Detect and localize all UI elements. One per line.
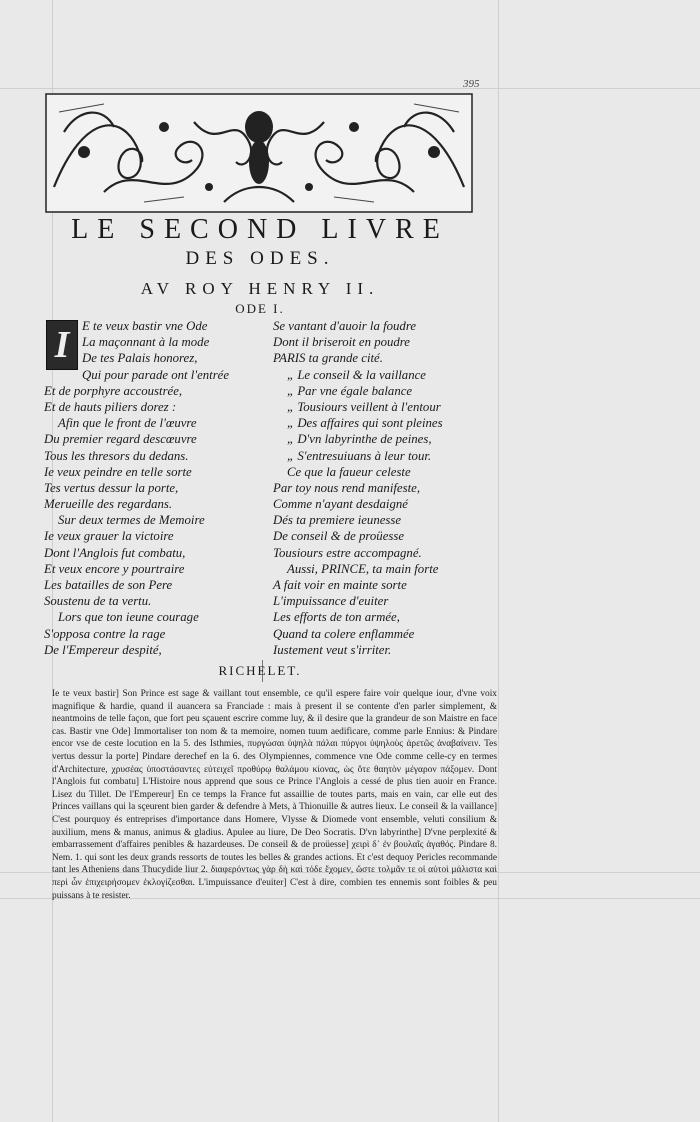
poem-line: Ce que la faueur celeste bbox=[287, 464, 411, 479]
dedication: AV ROY HENRY II. bbox=[140, 279, 380, 298]
ornamental-headpiece bbox=[44, 92, 474, 214]
book-subtitle: DES ODES. bbox=[185, 248, 335, 269]
poem-line: Iustement veut s'irriter. bbox=[273, 642, 392, 657]
poem-line: Et veux encore y pourtraire bbox=[44, 561, 185, 576]
poem-line: „ Tousiours veillent à l'entour bbox=[287, 399, 441, 414]
poem-line: Soustenu de ta vertu. bbox=[44, 594, 152, 609]
commentary-paragraph: Ie te veux bastir] Son Prince est sage & vaillant tout ensemble, ce qu'il espere faire voir quelque iour, d'vne voix magnifique & hardie, quand il auancera sa Franciade : mais à present il se contente d'en parler simplement, & neantmoins de telle façon, que fort peu sçauent escrire comme luy, & il desire que la grandeur de son Maistre en face cas. Bastir vne Ode] Immortaliser ton nom & ta memoire, nomen tuum aedificare, comme parle Ennius: & Pindare encor vse de ceste locution en la 5. des Isthmies, πυργώσαι ὑψηλὰ πάλαι πύργοι ὑψηλοὺς ἀρετῶς ἀναβαίνειν. Tes vertus dessur la porte] Pindare derechef en la 6. des Olympiennes, commence vne Ode comme celle-cy en termes d'Architecture, χρυσέας ὑποστάσαντες εὐτειχεῖ προθύρῳ θαλάμου κίονας, ὡς ὅτε θαητὸν μέγαρον πάξομεν. Dont l'Anglois fut combatu] L'Histoire nous apprend que sous ce Prince l'Anglois a cessé de plus tien auoir en France. Lisez du Tillet. De l'Empereur] En ce temps la France fut assaillie de toutes parts, mais en vain, car elle eut des Princes vaillans qui la sçeurent bien garder & defendre à Mets, à Thionuille & autres lieux. Le conseil & la vaillance] C'est pourquoy és entreprises d'importance dans Homere, Vlysse & Diomede vont ensemble, veluti consilium & auxilium, mens & manus, animus & gladius. Apulee au liure, De Deo Socratis. D'vn labyrinthe] D'vne perplexité & embarrassement d'affaires penibles & hazardeuses. De conseil & de proüesse] χειρὶ δ᾽ ἐν βουλαῖς ἀγαθός. Pindare 8. Nem. 1. qui sont les deux grands ressorts de toutes les belles & grandes actions. Et c'est dequoy Pericles recommande tant les Atheniens dans Thucydide liur 2. διαφερόντως γὰρ δὴ καὶ τόδε ἔχομεν, ὥστε τολμᾶν τε οἱ αὐτοὶ μάλιστα καὶ περὶ ὧν ἐπιχειρήσομεν ἐκλογίζεσθαι. L'impuissance d'euiter] C'est à dire, combien tes ennemis sont foibles & peu puissans à te resister. bbox=[52, 689, 497, 901]
poem-line: Et de hauts piliers dorez : bbox=[44, 399, 177, 414]
poem-line: De tes Palais honorez, bbox=[82, 351, 198, 366]
book-title: LE SECOND LIVRE bbox=[71, 214, 449, 245]
poem-line: E te veux bastir vne Ode bbox=[82, 319, 208, 333]
poem-line: Ie veux grauer la victoire bbox=[44, 529, 174, 544]
commentary-heading: RICHELET. bbox=[218, 663, 302, 678]
poem-line: Dont il briseroit en poudre bbox=[273, 335, 410, 350]
poem-line: Se vantant d'auoir la foudre bbox=[273, 319, 417, 333]
poem-line: Tous les thresors du dedans. bbox=[44, 448, 189, 463]
poem-line: S'opposa contre la rage bbox=[44, 626, 166, 641]
drop-cap-initial: I bbox=[46, 320, 78, 370]
poem-column-left bbox=[44, 318, 269, 658]
poem-line: Qui pour parade ont l'entrée bbox=[82, 367, 230, 382]
poem-line: „ S'entresuiuans à leur tour. bbox=[287, 448, 432, 463]
poem-line: Quand ta colere enflammée bbox=[273, 626, 415, 641]
poem-line: „ Des affaires qui sont pleines bbox=[287, 416, 443, 431]
poem-line: L'impuissance d'euiter bbox=[273, 594, 389, 609]
poem-line: Par toy nous rend manifeste, bbox=[273, 480, 421, 495]
poem-line: Tes vertus dessur la porte, bbox=[44, 480, 179, 495]
poem-line: A fait voir en mainte sorte bbox=[273, 578, 407, 592]
poem-line: Lors que ton ieune courage bbox=[58, 610, 199, 625]
grid-line bbox=[0, 88, 700, 89]
poem-line: „ Le conseil & la vaillance bbox=[287, 367, 426, 382]
ode-number: ODE I. bbox=[235, 301, 285, 316]
poem-line: Dont l'Anglois fut combatu, bbox=[44, 545, 186, 560]
poem-line: Tousiours estre accompagné. bbox=[273, 545, 422, 560]
poem-column-right bbox=[273, 318, 503, 658]
poem-line: Du premier regard descœuvre bbox=[44, 432, 197, 447]
poem-line: De conseil & de proüesse bbox=[273, 529, 405, 544]
poem-line: Les batailles de son Pere bbox=[44, 578, 173, 592]
poem-line: De l'Empereur despité, bbox=[44, 642, 162, 657]
poem-line: „ D'vn labyrinthe de peines, bbox=[287, 432, 432, 447]
poem-line: Ie veux peindre en telle sorte bbox=[44, 464, 192, 479]
poem-line: Comme n'ayant desdaigné bbox=[273, 497, 408, 512]
poem-line: Dés ta premiere ieunesse bbox=[273, 513, 402, 528]
poem-line: La maçonnant à la mode bbox=[82, 335, 210, 350]
poem-line: Sur deux termes de Memoire bbox=[58, 513, 205, 528]
poem-line: Merueille des regardans. bbox=[44, 497, 173, 512]
poem-line: PARIS ta grande cité. bbox=[273, 351, 383, 366]
page-number: 395 bbox=[463, 78, 480, 90]
poem-line: Aussi, PRINCE, ta main forte bbox=[287, 561, 439, 576]
poem-line: Et de porphyre accoustrée, bbox=[44, 383, 183, 398]
poem-line: Afin que le front de l'œuvre bbox=[58, 416, 197, 431]
commentary-block bbox=[52, 688, 497, 902]
poem-line: Les efforts de ton armée, bbox=[273, 610, 400, 625]
poem-line: „ Par vne égale balance bbox=[287, 383, 413, 398]
